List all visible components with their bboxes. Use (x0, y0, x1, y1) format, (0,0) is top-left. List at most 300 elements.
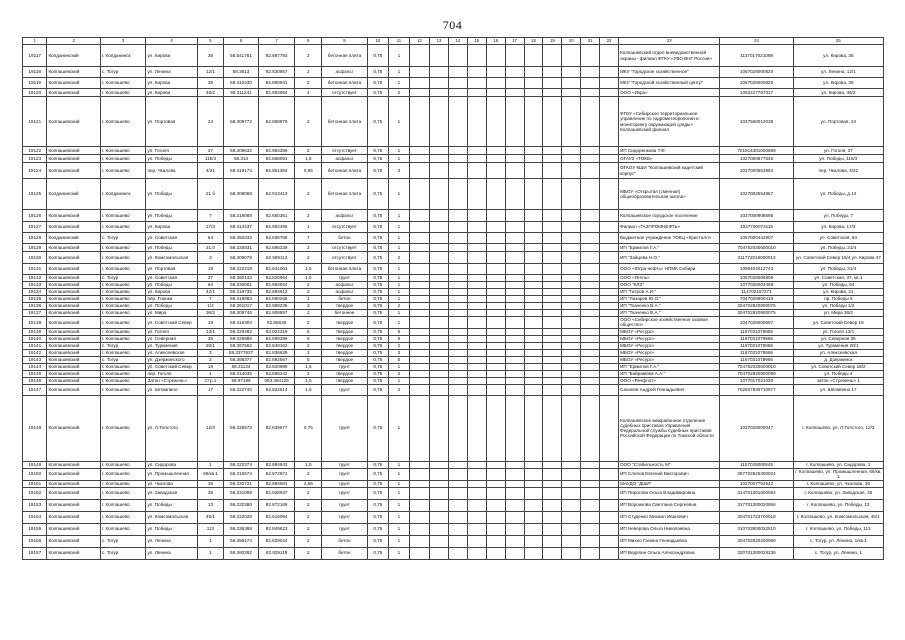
column-number: 15 (467, 38, 486, 45)
cell-district: Колпашевский (47, 363, 100, 370)
cell-house: 1 (197, 547, 224, 559)
cell-locality: с. Тогур (100, 275, 146, 282)
cell-district: Колпашевский (47, 342, 100, 349)
cell-address: ул. Ленина, 12/1 (793, 67, 883, 78)
cell-house: 36 (197, 45, 224, 67)
cell-empty (562, 342, 581, 349)
cell-empty (448, 328, 467, 335)
cell-empty (600, 310, 619, 317)
cell-empty (581, 275, 600, 282)
cell-id: 19139 (23, 328, 47, 335)
cell-owner: ИП "Байрамова А.А." (619, 370, 720, 377)
cell-empty (505, 384, 524, 395)
cell-empty (486, 163, 505, 179)
cell-empty (581, 244, 600, 252)
cell-lat: 58.367582 (224, 342, 258, 349)
cell-lon: 82.868091 (258, 155, 295, 163)
cell-house: 4/31 (197, 163, 224, 179)
cell-street: ул. Заводская (146, 487, 197, 499)
cell-empty (562, 233, 581, 244)
cell-empty (467, 67, 486, 78)
cell-address: ул. Победы 1/2 (793, 303, 883, 310)
cell-empty (543, 480, 562, 487)
cell-house: 18 (197, 363, 224, 370)
cell-empty (467, 317, 486, 329)
cell-c10: 0,75 (367, 535, 388, 547)
cell-lon: 82.849162 (258, 342, 295, 349)
cell-address: ул. Кирова, 36 (793, 78, 883, 89)
cell-id: 19129 (23, 244, 47, 252)
table-row (23, 78, 884, 89)
cell-lon: 82.820989 (258, 363, 295, 370)
cell-id: 19136 (23, 303, 47, 310)
cell-c10: 0,75 (367, 363, 388, 370)
cell-empty (486, 282, 505, 289)
cell-empty (562, 349, 581, 356)
cell-inn: 1167031079956 (720, 349, 793, 356)
cell-empty (448, 547, 467, 559)
cell-empty (600, 264, 619, 275)
cell-owner: Сахинов Андрей Геннадьевич (619, 384, 720, 395)
cell-empty (524, 303, 543, 310)
page-number: 704 (442, 18, 463, 32)
cell-empty (562, 222, 581, 233)
table-row (23, 275, 884, 282)
column-number: 5 (197, 38, 224, 45)
cell-empty (562, 511, 581, 523)
table-row (23, 363, 884, 370)
cell-c12 (410, 147, 430, 155)
cell-locality: г. Колпашево (100, 310, 146, 317)
cell-empty (505, 317, 524, 329)
cell-empty (505, 349, 524, 356)
cell-street: ул. Комсомольская (146, 252, 197, 264)
cell-district: Колпашевский (47, 356, 100, 363)
cell-empty (581, 335, 600, 342)
cell-c10: 0,75 (367, 356, 388, 363)
cell-c12 (410, 395, 430, 461)
cell-district: Колпашевский (47, 395, 100, 461)
cell-lon: 82.884581 (258, 480, 295, 487)
cell-empty (600, 349, 619, 356)
cell-empty (486, 349, 505, 356)
cell-id: 19138 (23, 317, 47, 329)
cell-inn: 704752030600010 (720, 244, 793, 252)
cell-id: 19147 (23, 384, 47, 395)
column-number: 21 (581, 38, 600, 45)
cell-c10: 0,75 (367, 317, 388, 329)
cell-owner: Бюджетное учреждение ТОКЦ «Кристалл» (619, 233, 720, 244)
cell-empty (581, 363, 600, 370)
cell-empty (600, 328, 619, 335)
cell-id: 19157 (23, 547, 47, 559)
cell-inn: 1077028003468 (720, 282, 793, 289)
cell-c11: 1 (388, 523, 409, 535)
cell-street: ул. Победы (146, 244, 197, 252)
cell-empty (543, 335, 562, 342)
cell-c12 (410, 296, 430, 303)
cell-lon: 82.851384 (258, 163, 295, 179)
cell-lon: 82.616094 (258, 511, 295, 523)
cell-empty (524, 179, 543, 210)
cell-lon: 82.895339 (258, 244, 295, 252)
cell-empty (600, 252, 619, 264)
cell-district: Колпашевский (47, 252, 100, 264)
cell-surface: асфальт (322, 67, 368, 78)
cell-empty (581, 523, 600, 535)
cell-owner: ИП Слепов Евгений Викторович (619, 468, 720, 480)
cell-empty (467, 222, 486, 233)
cell-c11: 2 (388, 342, 409, 349)
cell-inn: 704752030600010 (720, 363, 793, 370)
cell-surface: отсутствует (322, 222, 368, 233)
cell-lat: 58.309078 (224, 252, 258, 264)
cell-empty (543, 296, 562, 303)
cell-locality: г. Колпашево (100, 523, 146, 535)
table-row (23, 317, 884, 329)
cell-empty (467, 535, 486, 547)
cell-c10: 0,75 (367, 155, 388, 163)
cell-id: 19127 (23, 222, 47, 233)
cell-empty (581, 342, 600, 349)
cell-empty (430, 147, 449, 155)
cell-empty (430, 487, 449, 499)
cell-inn: 1095404012743 (720, 264, 793, 275)
cell-surface: асфальт (322, 282, 368, 289)
cell-lon: 82.913413 (258, 179, 295, 210)
cell-empty (430, 317, 449, 329)
cell-c12 (410, 97, 430, 147)
cell-surface: бетон (322, 296, 368, 303)
cell-empty (467, 384, 486, 395)
cell-empty (486, 147, 505, 155)
cell-empty (486, 244, 505, 252)
cell-c8: 2 (295, 45, 322, 67)
cell-address: г. Колпашево, ул. Комсомольская, 45/1 (793, 511, 883, 523)
cell-empty (448, 335, 467, 342)
cell-c10: 0,75 (367, 303, 388, 310)
cell-empty (543, 67, 562, 78)
cell-address: ул. Советская, 37, кв.1 (793, 275, 883, 282)
cell-lon: 82.836639 (258, 349, 295, 356)
cell-c8: 2 (295, 523, 322, 535)
cell-empty (581, 328, 600, 335)
cell-c11: 1 (388, 487, 409, 499)
cell-empty (467, 282, 486, 289)
cell-lon: 82.864924 (258, 282, 295, 289)
cell-c11: 1 (388, 67, 409, 78)
cell-surface: отсутствует (322, 89, 368, 97)
cell-id: 19137 (23, 310, 47, 317)
cell-locality: г. Колпашево (100, 282, 146, 289)
cell-empty (524, 282, 543, 289)
cell-c11: 3 (388, 163, 409, 179)
cell-empty (448, 523, 467, 535)
cell-c10: 0,75 (367, 252, 388, 264)
cell-empty (486, 328, 505, 335)
cell-street: ул. Кирова (146, 289, 197, 296)
cell-locality: г. Колпашево (100, 296, 146, 303)
cell-empty (505, 97, 524, 147)
cell-inn: 7047028900416 (720, 296, 793, 303)
cell-empty (543, 499, 562, 511)
cell-address: пер. Чкалова, 4/31 (793, 163, 883, 179)
cell-empty (562, 275, 581, 282)
cell-empty (430, 547, 449, 559)
cell-empty (467, 523, 486, 535)
cell-house: 21,0 (197, 244, 224, 252)
cell-house: 1 (197, 535, 224, 547)
cell-empty (486, 233, 505, 244)
cell-empty (581, 282, 600, 289)
cell-district: Колпашевский (47, 461, 100, 468)
column-number: 4 (146, 38, 197, 45)
cell-empty (430, 233, 449, 244)
cell-c8: 2 (295, 547, 322, 559)
cell-c10: 0,75 (367, 480, 388, 487)
cell-lat: 58.322374 (224, 461, 258, 468)
cell-c8: 1,5 (295, 363, 322, 370)
cell-empty (524, 244, 543, 252)
cell-empty (505, 155, 524, 163)
cell-empty (562, 468, 581, 480)
waste-sites-register-table (22, 37, 884, 560)
cell-owner: МБОУ «Ресурс» (619, 328, 720, 335)
table-row (23, 480, 884, 487)
cell-empty (581, 296, 600, 303)
cell-empty (600, 384, 619, 395)
cell-c10: 0,75 (367, 499, 388, 511)
cell-street: Затон «Стрежень» (146, 377, 197, 384)
cell-empty (486, 303, 505, 310)
cell-c10: 0,75 (367, 384, 388, 395)
cell-empty (524, 487, 543, 499)
cell-c10: 0,75 (367, 163, 388, 179)
cell-address: ул. Победы, 115/3 (793, 155, 883, 163)
cell-house: 3 (197, 252, 224, 264)
cell-empty (430, 163, 449, 179)
table-row (23, 264, 884, 275)
cell-c10: 0,75 (367, 461, 388, 468)
cell-empty (562, 377, 581, 384)
table-row (23, 179, 884, 210)
cell-c10: 0,75 (367, 335, 388, 342)
cell-c10: 0,75 (367, 210, 388, 222)
cell-address: ул. Гоголя, 37 (793, 147, 883, 155)
cell-surface: бетонная плита (322, 78, 368, 89)
cell-empty (430, 342, 449, 349)
cell-empty (505, 511, 524, 523)
cell-empty (430, 97, 449, 147)
cell-id: 19134 (23, 289, 47, 296)
cell-empty (486, 310, 505, 317)
cell-c10: 0,75 (367, 78, 388, 89)
cell-c11: 6 (388, 328, 409, 335)
cell-district: Колпашевский (47, 210, 100, 222)
cell-empty (562, 310, 581, 317)
cell-empty (581, 480, 600, 487)
cell-c12 (410, 244, 430, 252)
cell-lon: 82.972871 (258, 468, 295, 480)
cell-lat: 58.316574 (224, 468, 258, 480)
cell-empty (524, 233, 543, 244)
cell-surface: грунт (322, 468, 368, 480)
cell-owner: ФГБУ «Сибирское территориальное управление по гидрометеорологии и мониторингу окружающей среды» Колпашевский филиал (619, 97, 720, 147)
cell-inn: 1027000877546 (720, 155, 793, 163)
cell-c8: 2 (295, 179, 322, 210)
cell-empty (543, 547, 562, 559)
table-row (23, 252, 884, 264)
cell-empty (467, 252, 486, 264)
cell-c10: 0,75 (367, 275, 388, 282)
cell-district: Колпашевский (47, 78, 100, 89)
cell-empty (562, 89, 581, 97)
table-row (23, 384, 884, 395)
cell-owner: ИП "Ткаченко В.А." (619, 303, 720, 310)
cell-empty (581, 163, 600, 179)
cell-inn: 701914301000699 (720, 147, 793, 155)
cell-empty (543, 363, 562, 370)
cell-empty (581, 317, 600, 329)
cell-empty (448, 252, 467, 264)
table-row (23, 244, 884, 252)
cell-locality: с. Тогур (100, 535, 146, 547)
cell-empty (505, 535, 524, 547)
cell-district: Колпашевский (47, 89, 100, 97)
cell-owner: ООО "КЛЗ" (619, 282, 720, 289)
cell-surface: твердое (322, 356, 368, 363)
cell-c10: 0,75 (367, 547, 388, 559)
cell-district: Колпашевский (47, 511, 100, 523)
cell-c8: 0,85 (295, 163, 322, 179)
cell-inn: 1167031079956 (720, 356, 793, 363)
cell-empty (581, 370, 600, 377)
cell-empty (505, 210, 524, 222)
cell-empty (486, 317, 505, 329)
cell-empty (524, 78, 543, 89)
cell-empty (600, 97, 619, 147)
cell-empty (600, 244, 619, 252)
cell-empty (600, 233, 619, 244)
cell-c12 (410, 45, 430, 67)
cell-address: ул. Победы, 21/4 (793, 264, 883, 275)
cell-empty (467, 147, 486, 155)
table-row (23, 289, 884, 296)
cell-empty (524, 289, 543, 296)
cell-lon: 82.894843 (258, 461, 295, 468)
cell-house: 1 (197, 461, 224, 468)
table-row (23, 468, 884, 480)
cell-locality: г. Колпашево (100, 222, 146, 233)
cell-empty (467, 395, 486, 461)
column-number: 8 (295, 38, 322, 45)
cell-c8: 2 (295, 282, 322, 289)
cell-lon: 83.022319 (258, 328, 295, 335)
cell-empty (486, 535, 505, 547)
cell-address: ул. Северная 35 (793, 335, 883, 342)
cell-inn: 1067028000820 (720, 78, 793, 89)
cell-empty (486, 499, 505, 511)
cell-c11: 1 (388, 310, 409, 317)
cell-empty (430, 89, 449, 97)
cell-id: 19143 (23, 356, 47, 363)
cell-empty (467, 264, 486, 275)
cell-empty (505, 310, 524, 317)
cell-empty (505, 461, 524, 468)
cell-surface: асфальт (322, 289, 368, 296)
cell-lon: 82.892567 (258, 356, 295, 363)
cell-empty (581, 535, 600, 547)
cell-address: ул. Советский Север 18/2 (793, 363, 883, 370)
cell-empty (600, 222, 619, 233)
table-row (23, 67, 884, 78)
cell-lon: 82.908897 (258, 310, 295, 317)
cell-address: г. Колпашево, ул. Л.Толстого, 12/3 (793, 395, 883, 461)
cell-owner: ООО «Югра-нефть» НПМК Сибири (619, 264, 720, 275)
cell-district: Колданинский (47, 233, 100, 244)
cell-address: ул. Кирова, 36 (793, 45, 883, 67)
cell-lon: 82.998235 (258, 303, 295, 310)
cell-street: ул. Гоголя (146, 328, 197, 335)
cell-inn: 314701301600082 (720, 487, 793, 499)
cell-locality: г. Колпашево (100, 89, 146, 97)
cell-c8: 2 (295, 78, 322, 89)
cell-surface: отсутствует (322, 244, 368, 252)
cell-empty (581, 222, 600, 233)
cell-c8: 6 (295, 335, 322, 342)
cell-lat: 58.3613 (224, 67, 258, 78)
table-row (23, 511, 884, 523)
column-number: 7 (258, 38, 295, 45)
cell-empty (505, 342, 524, 349)
cell-empty (524, 155, 543, 163)
cell-district: Колпашевский (47, 547, 100, 559)
cell-surface: отсутствует (322, 147, 368, 155)
cell-lat: 58.314035 (224, 370, 258, 377)
cell-house: 7 (197, 296, 224, 303)
cell-district: Колпашевский (47, 303, 100, 310)
cell-owner: ООО «Икра» (619, 89, 720, 97)
cell-empty (524, 370, 543, 377)
cell-district: Колпашевский (47, 480, 100, 487)
cell-empty (486, 210, 505, 222)
cell-street: ул. Л.Толстого (146, 395, 197, 461)
cell-lon: 82.928937 (258, 487, 295, 499)
cell-lon: 82.868879 (258, 97, 295, 147)
table-row (23, 461, 884, 468)
cell-empty (524, 523, 543, 535)
cell-address: ул. Советская, 64 (793, 233, 883, 244)
cell-empty (600, 155, 619, 163)
cell-inn: 304701723700018 (720, 511, 793, 523)
cell-c8: 2 (295, 499, 322, 511)
cell-c12 (410, 328, 430, 335)
cell-empty (448, 179, 467, 210)
cell-empty (543, 97, 562, 147)
cell-empty (430, 370, 449, 377)
cell-empty (600, 511, 619, 523)
cell-district: Колпашевский (47, 349, 100, 356)
cell-lon: 82.85636 (258, 317, 295, 329)
cell-street: ул. Кирова (146, 45, 197, 67)
cell-surface: твердое (322, 317, 368, 329)
cell-empty (524, 67, 543, 78)
cell-c11: 1 (388, 275, 409, 282)
cell-c10: 0,75 (367, 328, 388, 335)
cell-empty (543, 395, 562, 461)
cell-street: ул. Ленина (146, 67, 197, 78)
cell-empty (448, 147, 467, 155)
